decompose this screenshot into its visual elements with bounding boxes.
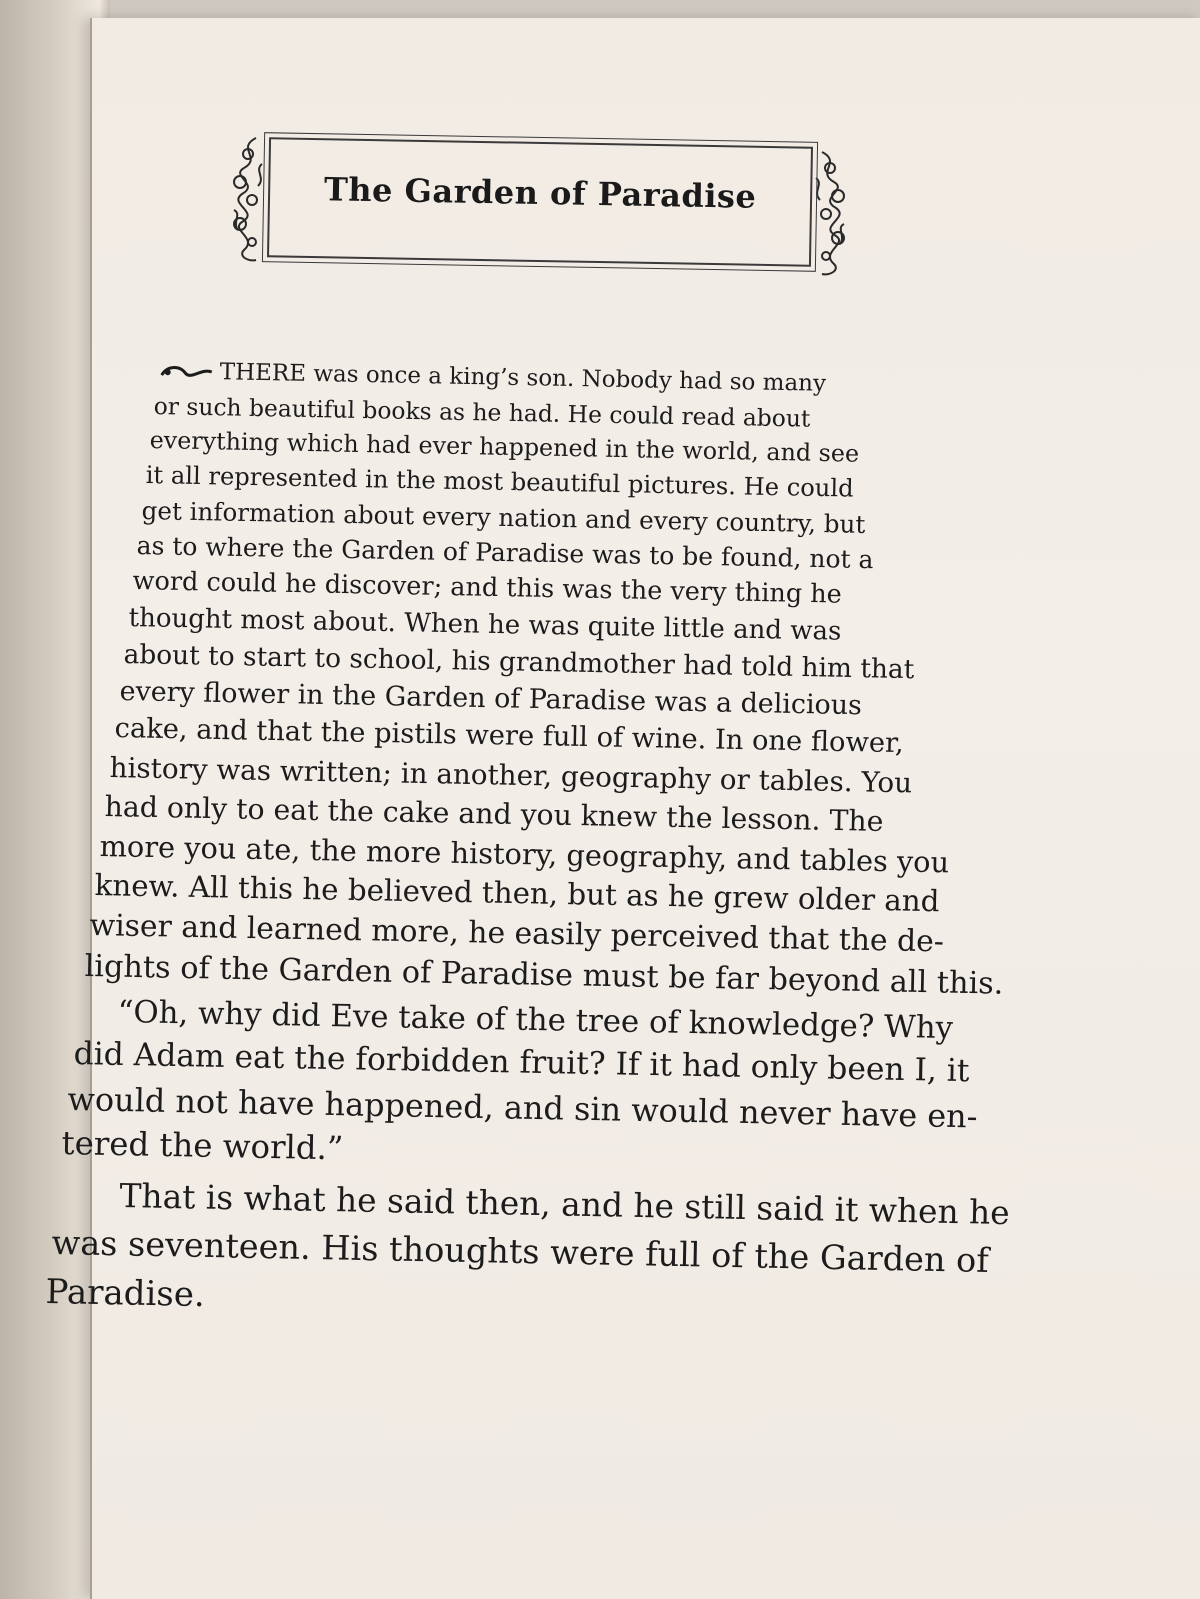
body-line: everything which had ever happened in the world, and see xyxy=(149,426,860,468)
body-line: would not have happened, and sin would never have en- xyxy=(67,1080,978,1136)
page-title: The Garden of Paradise xyxy=(323,170,757,216)
body-line: word could he discover; and this was the very thing he xyxy=(132,566,843,610)
title-frame xyxy=(267,137,813,266)
body-line: get information about every nation and every country, but xyxy=(141,496,866,539)
text-line-21 xyxy=(61,1124,344,1167)
body-line: did Adam eat the forbidden fruit? If it had only been I, it xyxy=(73,1036,970,1090)
body-line: lights of the Garden of Paradise must be far beyond all this. xyxy=(84,949,1004,1002)
body-line: it all represented in the most beautiful pictures. He could xyxy=(145,461,854,503)
body-line: about to start to school, his grandmother had told him that xyxy=(123,639,915,686)
body-line: That is what he said then, and he still said it when he xyxy=(119,1176,1011,1233)
body-line: history was written; in another, geography or tables. You xyxy=(109,751,913,800)
body-line: or such beautiful books as he had. He could read about xyxy=(153,392,811,433)
body-line: cake, and that the pistils were full of wine. In one flower, xyxy=(114,713,905,760)
body-line: Paradise. xyxy=(45,1272,206,1316)
body-line: every flower in the Garden of Paradise was a delicious xyxy=(119,676,863,722)
body-line: wiser and learned more, he easily perceived that the de- xyxy=(89,908,945,960)
body-line: knew. All this he believed then, but as he grew older and xyxy=(94,868,940,919)
text-line-24 xyxy=(45,1272,205,1315)
body-line: “Oh, why did Eve take of the tree of knowledge? Why xyxy=(117,994,954,1047)
body-line: thought most about. When he was quite little and was xyxy=(128,603,842,647)
paragraph-ornament-icon xyxy=(158,363,216,382)
body-line: tered the world.” xyxy=(61,1124,344,1168)
body-line: had only to eat the cake and you knew the lesson. The xyxy=(104,790,884,838)
body-line: more you ate, the more history, geography, and tables you xyxy=(99,829,950,880)
body-line: THERE was once a king’s son. Nobody had so many xyxy=(219,359,827,397)
body-line: as to where the Garden of Paradise was to be found, not a xyxy=(136,531,874,575)
right-scroll-ornament-icon xyxy=(808,148,852,278)
left-scroll-ornament-icon xyxy=(226,134,270,264)
body-line: was seventeen. His thoughts were full of the Garden of xyxy=(51,1223,990,1280)
